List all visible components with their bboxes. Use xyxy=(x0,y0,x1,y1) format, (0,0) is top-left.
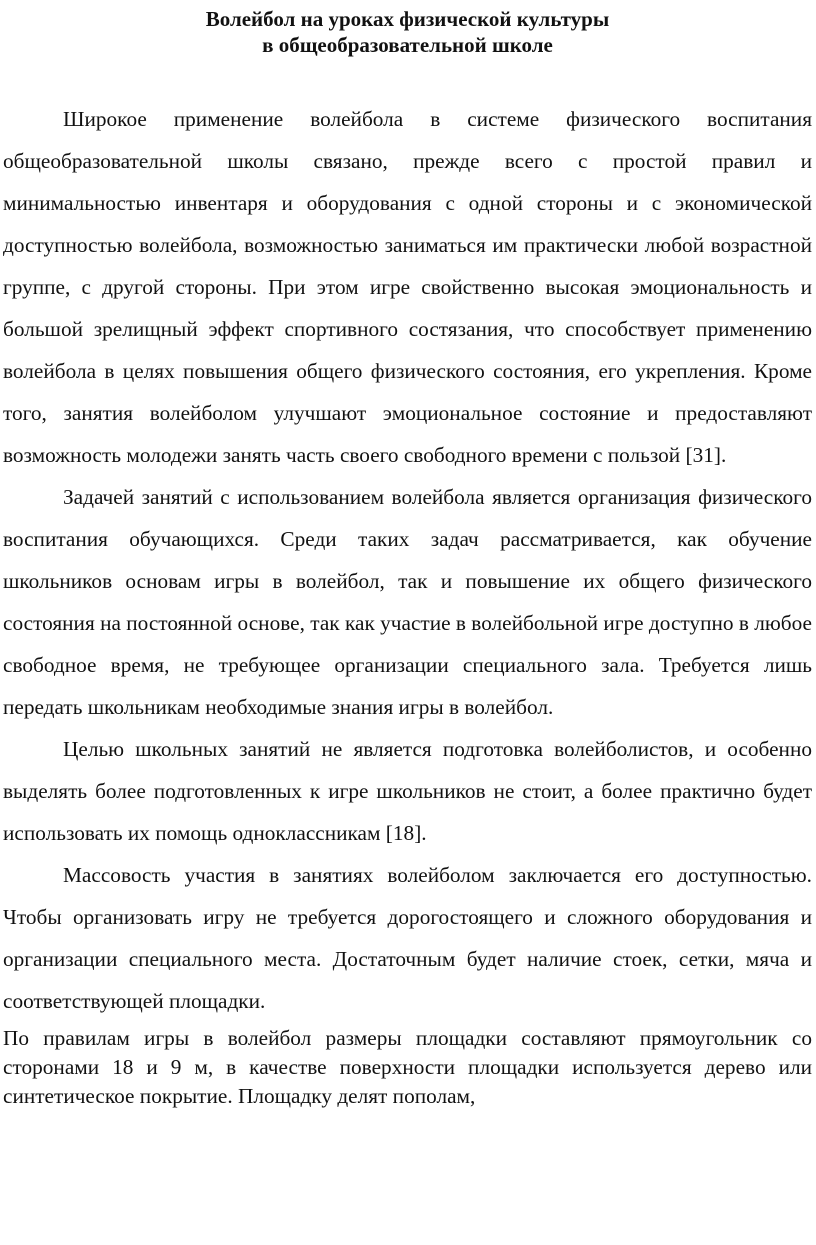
document-title xyxy=(3,0,812,58)
paragraph-2: Задачей занятий с использованием волейбола является организация физического воспитания обучающихся. Среди таких задач рассматривается, как обучение школьников основам игры в волейбол, так и повышение их общего физического состояния на постоянной основе, так как участие в волейбольной игре доступно в любое свободное время, не требующее организации специального зала. Требуется лишь передать школьникам необходимые знания игры в волейбол. xyxy=(3,485,812,719)
paragraph-1: Широкое применение волейбола в системе физического воспитания общеобразовательной школы связано, прежде всего с простой правил и минимальностью инвентаря и оборудования с одной стороны и с экономической доступностью волейбола, возможностью заниматься им практически любой возрастной группе, с другой стороны. При этом игре свойственно высокая эмоциональность и большой зрелищный эффект спортивного состязания, что способствует применению волейбола в целях повышения общего физического состояния, его укрепления. Кроме того, занятия волейболом улучшают эмоциональное состояние и предоставляют возможность молодежи занять часть своего свободного времени с пользой [31]. xyxy=(3,107,812,467)
title-line-1: Волейбол на уроках физической культуры xyxy=(205,7,610,31)
paragraph-3: Целью школьных занятий не является подготовка волейболистов, и особенно выделять более подготовленных к игре школьников не стоит, а более практично будет использовать их помощь одноклассникам [18]. xyxy=(3,737,812,845)
title-line-2: в общеобразовательной школе xyxy=(262,33,553,57)
document-body xyxy=(3,98,812,1111)
paragraph-5: По правилам игры в волейбол размеры площадки составляют прямоугольник со сторонами 18 и 9 м, в качестве поверхности площадки используется дерево или синтетическое покрытие. Площадку делят пополам, xyxy=(3,1026,812,1108)
paragraph-4: Массовость участия в занятиях волейболом заключается его доступностью. Чтобы организовать игру не требуется дорогостоящего и сложного оборудования и организации специального места. Достаточным будет наличие стоек, сетки, мяча и соответствующей площадки. xyxy=(3,863,812,1013)
